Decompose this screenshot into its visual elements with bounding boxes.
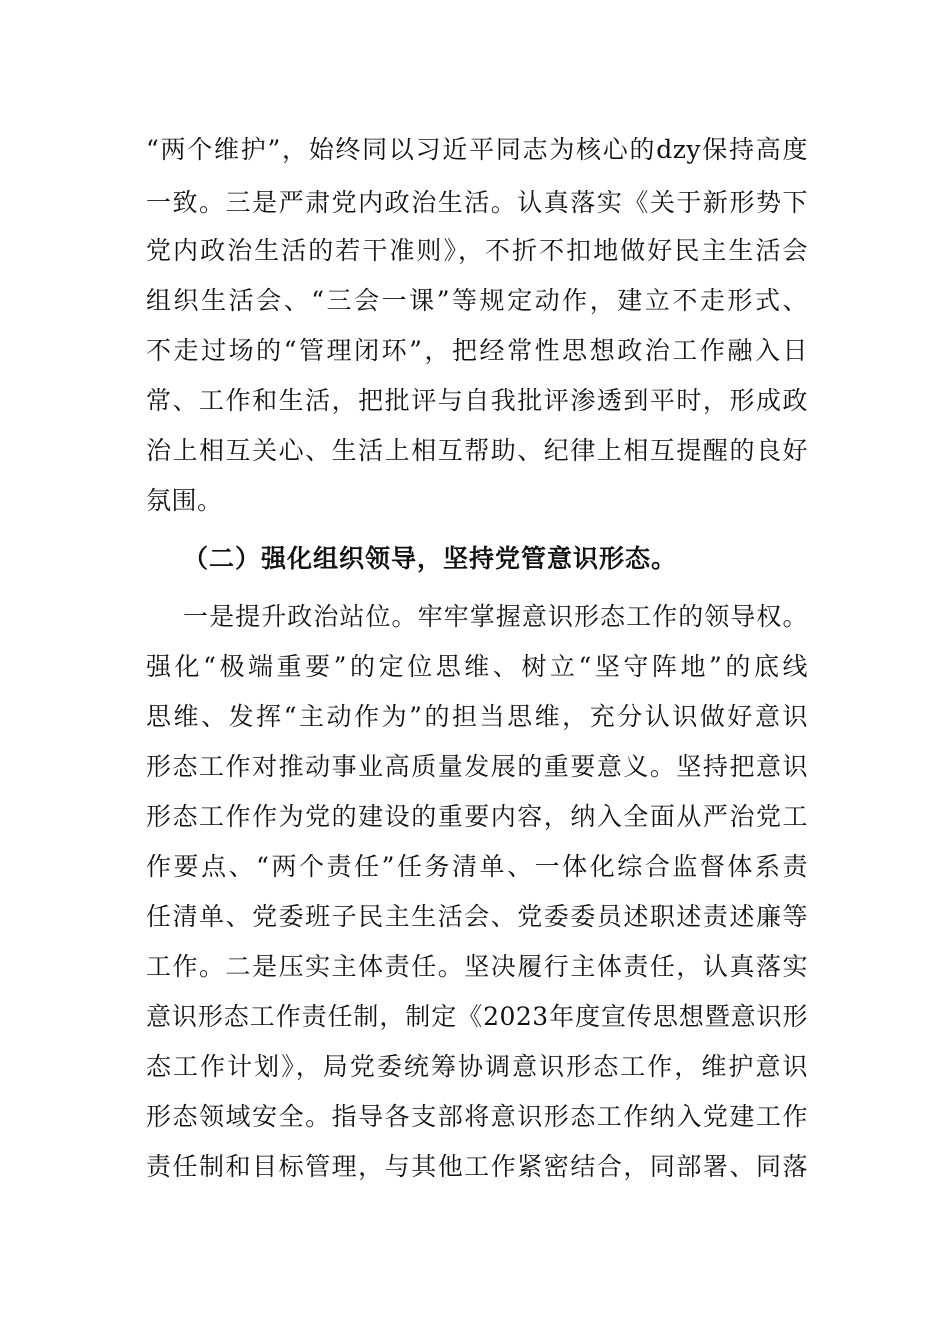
paragraph-2-line-12: 责任制和目标管理，与其他工作紧密结合，同部署、同落: [146, 1152, 808, 1181]
paragraph-1-line-8: 氛围。: [146, 486, 223, 515]
paragraph-1-line-3: 党内政治生活的若干准则》，不折不扣地做好民主生活会: [146, 236, 808, 265]
paragraph-1-line-2: 一致。三是严肃党内政治生活。认真落实《关于新形势下: [146, 188, 808, 217]
paragraph-2-line-11: 形态领域安全。指导各支部将意识形态工作纳入党建工作: [146, 1102, 808, 1131]
paragraph-2-line-6: 作要点、“两个责任”任务清单、一体化综合监督体系责: [146, 852, 808, 881]
paragraph-2-line-8: 工作。二是压实主体责任。坚决履行主体责任，认真落实: [146, 952, 808, 981]
paragraph-2-line-1: 一是提升政治站位。牢牢掌握意识形态工作的领导权。: [183, 602, 808, 631]
paragraph-2-line-9: 意识形态工作责任制，制定《2023年度宣传思想暨意识形: [146, 1002, 808, 1031]
paragraph-2-line-3: 思维、发挥“主动作为”的担当思维，充分认识做好意识: [146, 702, 808, 731]
paragraph-1-line-6: 常、工作和生活，把批评与自我批评渗透到平时，形成政: [146, 386, 808, 415]
paragraph-2-line-5: 形态工作作为党的建设的重要内容，纳入全面从严治党工: [146, 802, 808, 831]
paragraph-2-line-2: 强化“极端重要”的定位思维、树立“坚守阵地”的底线: [146, 652, 808, 681]
paragraph-1-line-1: “两个维护”，始终同以习近平同志为核心的dzy保持高度: [146, 135, 808, 164]
paragraph-2-line-10: 态工作计划》，局党委统筹协调意识形态工作，维护意识: [146, 1052, 808, 1081]
section-heading: （二）强化组织领导，坚持党管意识形态。: [183, 544, 678, 573]
paragraph-1-line-7: 治上相互关心、生活上相互帮助、纪律上相互提醒的良好: [146, 436, 808, 465]
paragraph-2-line-4: 形态工作对推动事业高质量发展的重要意义。坚持把意识: [146, 752, 808, 781]
paragraph-2-line-7: 任清单、党委班子民主生活会、党委委员述职述责述廉等: [146, 902, 808, 931]
paragraph-1-line-4: 组织生活会、“三会一课”等规定动作，建立不走形式、: [146, 286, 808, 315]
paragraph-1-line-5: 不走过场的“管理闭环”，把经常性思想政治工作融入日: [146, 336, 808, 365]
